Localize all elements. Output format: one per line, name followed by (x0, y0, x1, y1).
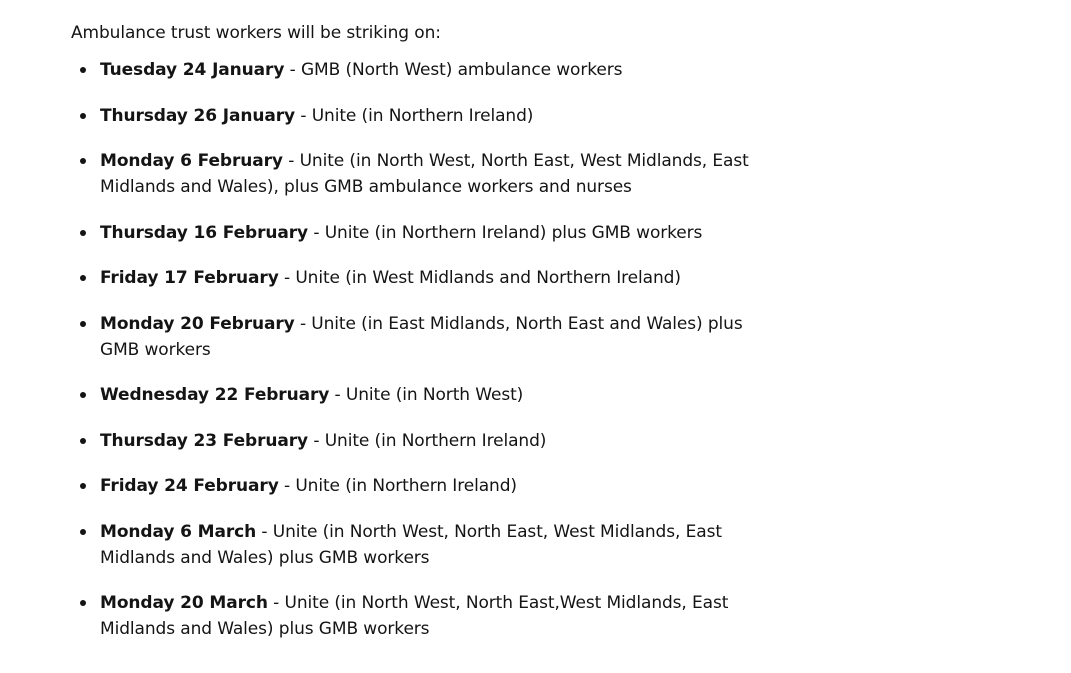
list-item (71, 265, 771, 291)
list-item (71, 148, 771, 200)
strike-detail: - Unite (in Northern Ireland) plus GMB workers (308, 222, 703, 243)
strike-detail: - Unite (in Northern Ireland) (308, 430, 547, 451)
list-item (71, 103, 771, 129)
list-item (71, 473, 771, 499)
strike-date: Thursday 23 February (100, 430, 309, 451)
strike-detail: - Unite (in Northern Ireland) (278, 476, 517, 496)
strike-date: Thursday 16 February (100, 222, 309, 243)
strike-date: Monday 20 March (100, 593, 268, 613)
strike-date: Friday 17 February (100, 268, 279, 288)
strike-date: Monday 6 March (100, 521, 257, 542)
list-item (71, 590, 771, 642)
strike-detail: - Unite (in West Midlands and Northern Ireland) (278, 268, 681, 288)
list-item (71, 311, 771, 363)
strike-date: Tuesday 24 January (100, 60, 285, 80)
list-item (71, 519, 771, 571)
strike-detail: - Unite (in East Midlands, North East and Wales) plus GMB workers (100, 313, 743, 360)
strike-date: Wednesday 22 February (100, 385, 330, 405)
strike-detail: - Unite (in North West, North East, West Midlands, East Midlands and Wales) plus GMB workers (100, 521, 722, 568)
strike-detail: - Unite (in Northern Ireland) (295, 105, 534, 126)
strike-detail: - Unite (in North West) (329, 385, 524, 405)
strike-detail: - Unite (in North West, North East,West Midlands, East Midlands and Wales) plus GMB workers (100, 593, 729, 639)
intro-paragraph: Ambulance trust workers will be striking on: (71, 23, 441, 43)
list-item (71, 220, 771, 246)
list-item (71, 382, 771, 408)
list-item (71, 428, 771, 454)
strike-date: Monday 6 February (100, 151, 283, 171)
strike-detail: - GMB (North West) ambulance workers (284, 60, 623, 80)
strike-date: Friday 24 February (100, 476, 279, 496)
strike-dates-list (71, 57, 771, 642)
article-body (71, 20, 771, 662)
strike-detail: - Unite (in North West, North East, West Midlands, East Midlands and Wales), plus GMB ambulance workers and nurses (100, 151, 749, 197)
list-item (71, 57, 771, 83)
strike-date: Monday 20 February (100, 313, 295, 334)
strike-date: Thursday 26 January (100, 105, 296, 126)
